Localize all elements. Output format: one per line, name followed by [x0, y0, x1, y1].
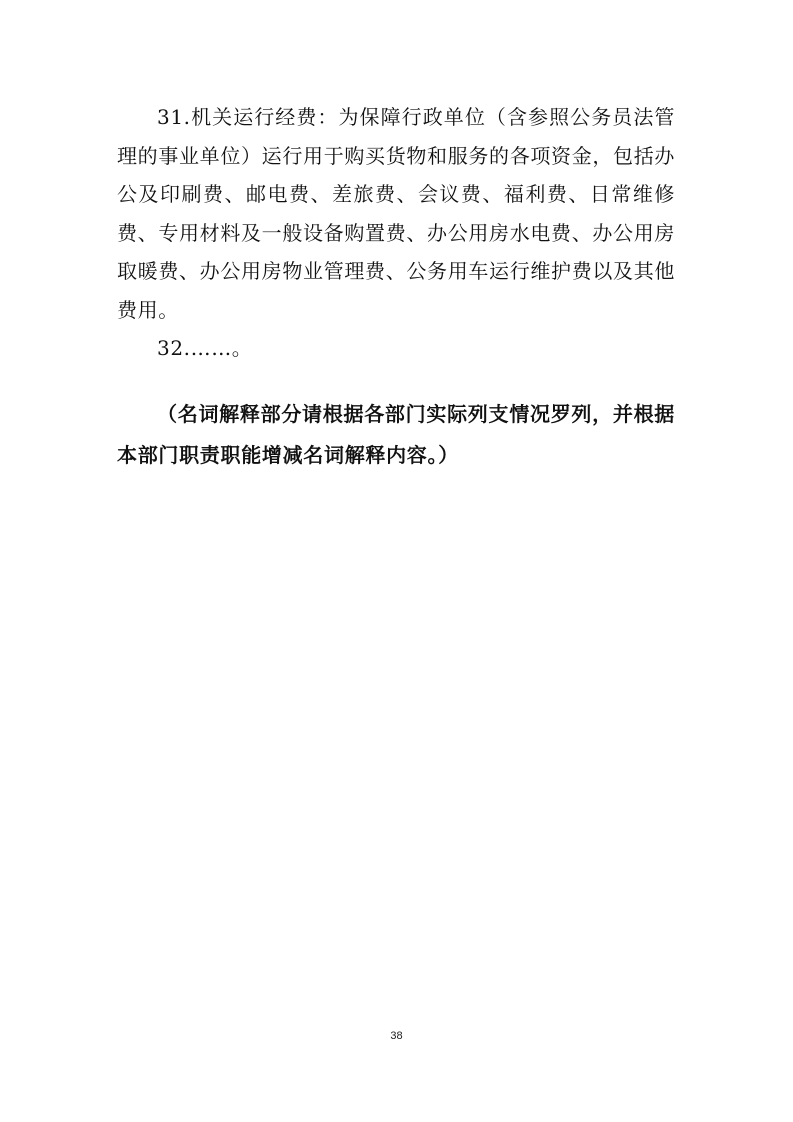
- editorial-note: （名词解释部分请根据各部门实际列支情况罗列，并根据本部门职责职能增减名词解释内容。）: [117, 401, 675, 467]
- paragraph-32-placeholder: 32.……。: [157, 336, 253, 360]
- document-body: [117, 98, 675, 476]
- page-number: 38: [390, 1030, 403, 1042]
- paragraph-31-agency-operating-expenses: 31.机关运行经费：为保障行政单位（含参照公务员法管理的事业单位）运行用于购买货物和服务的各项资金，包括办公及印刷费、邮电费、差旅费、会议费、福利费、日常维修费、专用材料及一般设备购置费、办公用房水电费、办公用房取暖费、办公用房物业管理费、公务用车运行维护费以及其他费用。: [117, 105, 675, 322]
